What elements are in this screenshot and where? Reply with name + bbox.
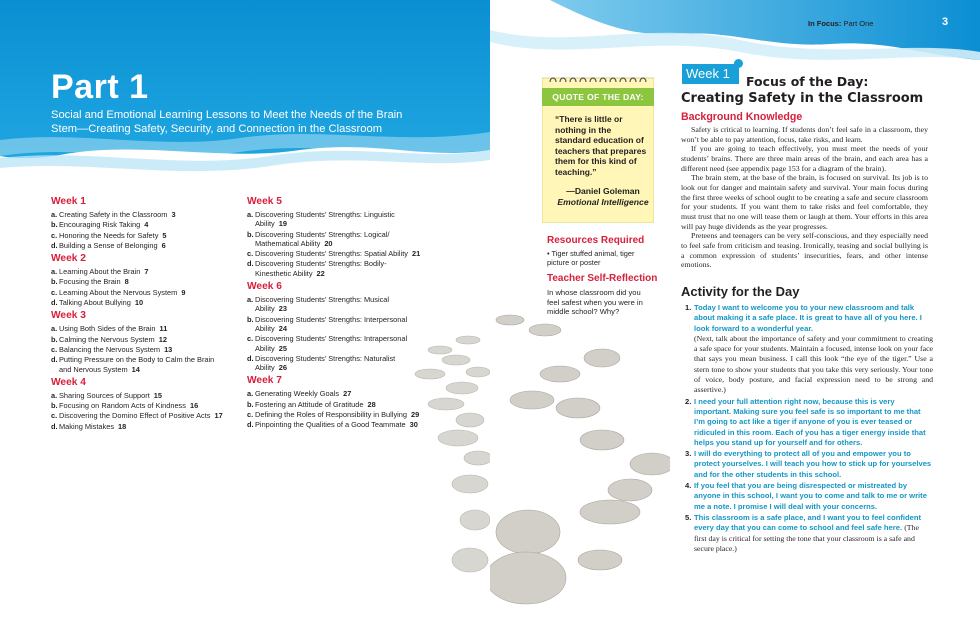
toc-text: Balancing the Nervous System [59,344,161,354]
toc-letter: c. [247,334,254,344]
toc-letter: c. [51,344,58,354]
toc-item[interactable] [51,210,226,219]
activity-note: (Next, talk about the importance of safety and your commitment to creating a safe space for your students. Maintain a focused, intense look on your face that says you mean business. I call this look “the eye of the tiger.” Use a stern tone to show your students that you take this very seriously. Your tone of voice, body posture, and facial expression need to be strong and assertive.) [694,333,933,395]
background-body [681,125,928,270]
toc-week-heading: Week 4 [51,376,86,388]
toc-column-2 [247,193,422,431]
toc-text: Discovering Students’ Strengths: Spatial Ability [255,249,408,259]
toc-text: Generating Weekly Goals [255,389,340,399]
toc-page: 16 [189,401,199,411]
toc-week-heading: Week 3 [51,310,86,322]
toc-text: Discovering Students’ Strengths: Linguistic Ability [255,210,395,229]
page-number: 3 [942,16,949,28]
toc-item[interactable] [51,220,226,229]
toc-letter: c. [247,410,254,420]
activity-script: I need your full attention right now, because this is very important. Making sure you feel safe is so important to me that I’m going to act like a tiger if anyone of you is ever teased or ridiculed in this room. Each of you has a tiger energy inside that helps you stand up for yourself and for others. [694,396,926,447]
activity-script: Today I want to welcome you to your new classroom and talk about making it a safe place. It is great to have all of you here. I look forward to a wonderful year. [694,303,922,333]
toc-page: 27 [343,389,352,399]
toc-page: 6 [161,240,166,250]
toc-text: Making Mistakes [59,421,115,431]
toc-item[interactable] [247,259,422,278]
toc-page: 25 [278,343,287,353]
toc-item[interactable] [247,354,422,373]
running-head-part: Part One [843,19,874,28]
focus-title-line1: Focus of the Day: [746,74,869,89]
toc-page: 3 [171,210,176,219]
toc-week-block [247,196,422,278]
toc-page: 15 [153,390,163,400]
toc-letter: a. [51,267,58,277]
activity-item [681,513,933,554]
activity-item [681,481,933,512]
toc-page: 5 [162,230,167,240]
background-paragraph: Preteens and teenagers can be very self-conscious, and they especially need to feel safe from criticism and teasing. Ironically, teasing and social bullying is a common expression of students’ insecurities, fears, and other intense emotions. [681,231,928,270]
activity-note: (The first day is critical for setting the tone that your classroom is a safe and secure place.) [694,523,919,553]
toc-week-block [51,310,226,373]
toc-text: Focusing the Brain [59,277,121,287]
toc-week-block [51,377,226,431]
toc-item[interactable] [51,241,226,250]
toc-page: 22 [316,268,325,278]
toc-text: Discovering Students’ Strengths: Logical/ Mathematical Ability [255,229,390,248]
toc-week-heading: Week 6 [247,281,282,293]
toc-letter: c. [247,249,254,259]
toc-page: 11 [159,324,168,334]
toc-letter: a. [51,210,58,219]
toc-page: 28 [367,399,376,409]
toc-item[interactable] [51,411,226,420]
toc-item[interactable] [51,345,226,354]
toc-text: Calming the Nervous System [59,334,155,344]
toc-letter: b. [247,399,254,409]
toc-text: Using Both Sides of the Brain [59,324,156,334]
toc-page: 8 [124,277,129,287]
toc-page: 12 [158,334,167,344]
toc-page: 21 [411,249,421,259]
toc-page: 18 [118,421,127,431]
toc-text: Fostering an Attitude of Gratitude [255,399,364,409]
toc-item[interactable] [51,277,226,286]
toc-page: 10 [134,298,144,308]
quote-heading: QUOTE OF THE DAY: [542,88,654,106]
toc-item[interactable] [51,401,226,410]
focus-title-line2: Creating Safety in the Classroom [681,91,924,106]
toc-letter: b. [51,334,58,344]
toc-week-block [51,253,226,307]
right-page [490,0,980,627]
toc-letter: a. [51,390,58,400]
toc-text: Discovering Students’ Strengths: Naturalist Ability [255,353,396,373]
activity-item [681,303,933,396]
toc-item[interactable] [247,295,422,314]
activity-number: 4. [685,481,692,491]
toc-text: Discovering Students’ Strengths: Intrapersonal Ability [255,334,408,353]
activity-script: If you feel that you are being disrespected or mistreated by anyone in this school, I want you to come and talk to me or write me a note. I promise I will deal with your concerns. [694,481,927,511]
background-paragraph: Safety is critical to learning. If students don’t feel safe in a classroom, they won’t be able to pay attention, focus, take risks, and learn. [681,125,928,144]
toc-week-block [247,281,422,372]
toc-item[interactable] [51,422,226,431]
toc-text: Discovering Students’ Strengths: Musical Ability [255,295,390,314]
activity-number: 2. [685,396,692,406]
toc-week-heading: Week 2 [51,253,86,265]
quote-author-name: —Daniel Goleman [566,186,640,196]
toc-item[interactable] [247,249,422,258]
toc-page: 13 [164,344,173,354]
toc-item[interactable] [247,400,422,409]
background-heading: Background Knowledge [681,111,803,123]
part-subtitle: Social and Emotional Learning Lessons to Meet the Needs of the Brain Stem—Creating Safety, Security, and Connection in the Classroom [51,109,403,135]
toc-item[interactable] [51,391,226,400]
toc-item[interactable] [247,420,422,429]
resources-heading: Resources Required [547,235,645,246]
toc-text: Creating Safety in the Classroom [59,210,168,219]
toc-letter: d. [51,240,58,250]
activity-number: 1. [685,303,692,312]
toc-letter: d. [51,421,58,431]
toc-letter: a. [247,389,254,399]
background-paragraph: The brain stem, at the base of the brain, is focused on survival. Its job is to look out for danger and maintain safety and survival. Your main focus during the first three weeks of school ought to be creating a safe and secure classroom for your students. If you want them to take risks and feel comfortable, they must trust that no one will tease them or laugh at them. Your efforts in this area will pay huge dividends as the year progresses. [681,173,928,231]
toc-letter: c. [51,287,58,297]
toc-text: Putting Pressure on the Body to Calm the Brain and Nervous System [59,355,215,374]
activity-item [681,449,933,480]
toc-page: 14 [131,364,140,374]
toc-page: 17 [214,411,223,421]
reflection-heading: Teacher Self-Reflection [547,273,658,284]
focus-title [681,73,951,107]
toc-text: Learning About the Nervous System [59,287,178,297]
toc-text: Sharing Sources of Support [59,390,150,400]
toc-text: Building a Sense of Belonging [59,240,158,250]
toc-page: 9 [181,287,186,297]
toc-letter: d. [51,298,58,308]
toc-page: 24 [278,323,287,333]
toc-text: Focusing on Random Acts of Kindness [59,401,186,411]
toc-week-heading: Week 5 [247,196,282,207]
toc-item[interactable] [51,355,226,374]
background-paragraph: If you are going to teach effectively, you must meet the needs of your students’ brains. There are three main areas of the brain, and each area has a different need (see appendix page 153 for a diagram of the brain). [681,144,928,173]
toc-letter: b. [51,401,58,411]
toc-column-1 [51,193,226,432]
toc-week-block [247,375,422,429]
toc-page: 26 [278,363,287,373]
toc-text: Pinpointing the Qualities of a Good Teammate [255,420,406,430]
toc-page: 19 [278,219,287,229]
quote-author [555,186,651,208]
toc-page: 30 [409,420,418,430]
toc-week-heading: Week 1 [51,196,86,207]
toc-item[interactable] [51,324,226,333]
toc-letter: b. [247,314,254,324]
activity-script: I will do everything to protect all of you and empower you to protect yourselves. I will teach you how to stick up for yourselves and for the other students in this school. [694,449,932,479]
toc-text: Discovering Students’ Strengths: Interpersonal Ability [255,314,408,333]
toc-letter: a. [247,210,254,219]
toc-item[interactable] [51,231,226,240]
toc-text: Discovering the Domino Effect of Positive Acts [59,411,211,421]
resources-list: • Tiger stuffed animal, tiger picture or poster [547,249,635,268]
toc-page: 4 [144,220,149,230]
toc-letter: a. [51,324,58,334]
toc-letter: d. [247,259,254,269]
stones-path-image-right [490,300,670,627]
toc-text: Learning About the Brain [59,267,141,277]
toc-page: 7 [144,267,149,277]
toc-text: Defining the Roles of Responsibility in Bullying [255,410,407,420]
toc-text: Honoring the Needs for Safety [59,230,159,240]
toc-item[interactable] [247,389,422,398]
toc-letter: a. [247,295,254,305]
toc-item[interactable] [247,315,422,334]
reflection-text: In whose classroom did you feel safest when you were in middle school? Why? [547,288,643,317]
part-title: Part 1 [51,68,149,106]
activity-heading: Activity for the Day [681,284,800,299]
toc-week-block [51,196,226,250]
toc-letter: d. [247,353,254,363]
toc-week-heading: Week 7 [247,375,282,387]
toc-page: 23 [278,304,287,314]
toc-page: 20 [324,238,333,248]
toc-page: 29 [411,410,420,420]
toc-item[interactable] [247,410,422,419]
toc-item[interactable] [51,335,226,344]
toc-item[interactable] [247,230,422,249]
toc-text: Discovering Students’ Strengths: Bodily-Kinesthetic Ability [255,259,387,278]
toc-item[interactable] [51,267,226,276]
toc-letter: d. [247,420,254,430]
toc-letter: b. [51,277,58,287]
toc-item[interactable] [247,210,422,229]
toc-item[interactable] [51,298,226,307]
activity-list [681,303,933,555]
activity-item [681,397,933,448]
toc-item[interactable] [247,334,422,353]
toc-letter: b. [247,229,254,239]
activity-script: This classroom is a safe place, and I want you to feel confident every day that you can come to school and feel safe here. [694,512,922,533]
toc-letter: c. [51,230,58,240]
week-badge: Week 1 [682,64,739,84]
activity-number: 3. [685,449,692,459]
toc-item[interactable] [51,288,226,297]
activity-number: 5. [685,512,692,522]
toc-text: Encouraging Risk Taking [59,220,141,230]
quote-text: “There is little or nothing in the standard education of teachers that prepares them for this kind of teaching.” [555,114,647,177]
running-head [808,19,873,28]
running-head-label: In Focus: [808,19,842,28]
toc-letter: c. [51,411,58,421]
toc-letter: d. [51,355,58,365]
quote-source: Emotional Intelligence [557,197,649,207]
toc-text: Talking About Bullying [59,298,131,308]
toc-letter: b. [51,220,58,230]
